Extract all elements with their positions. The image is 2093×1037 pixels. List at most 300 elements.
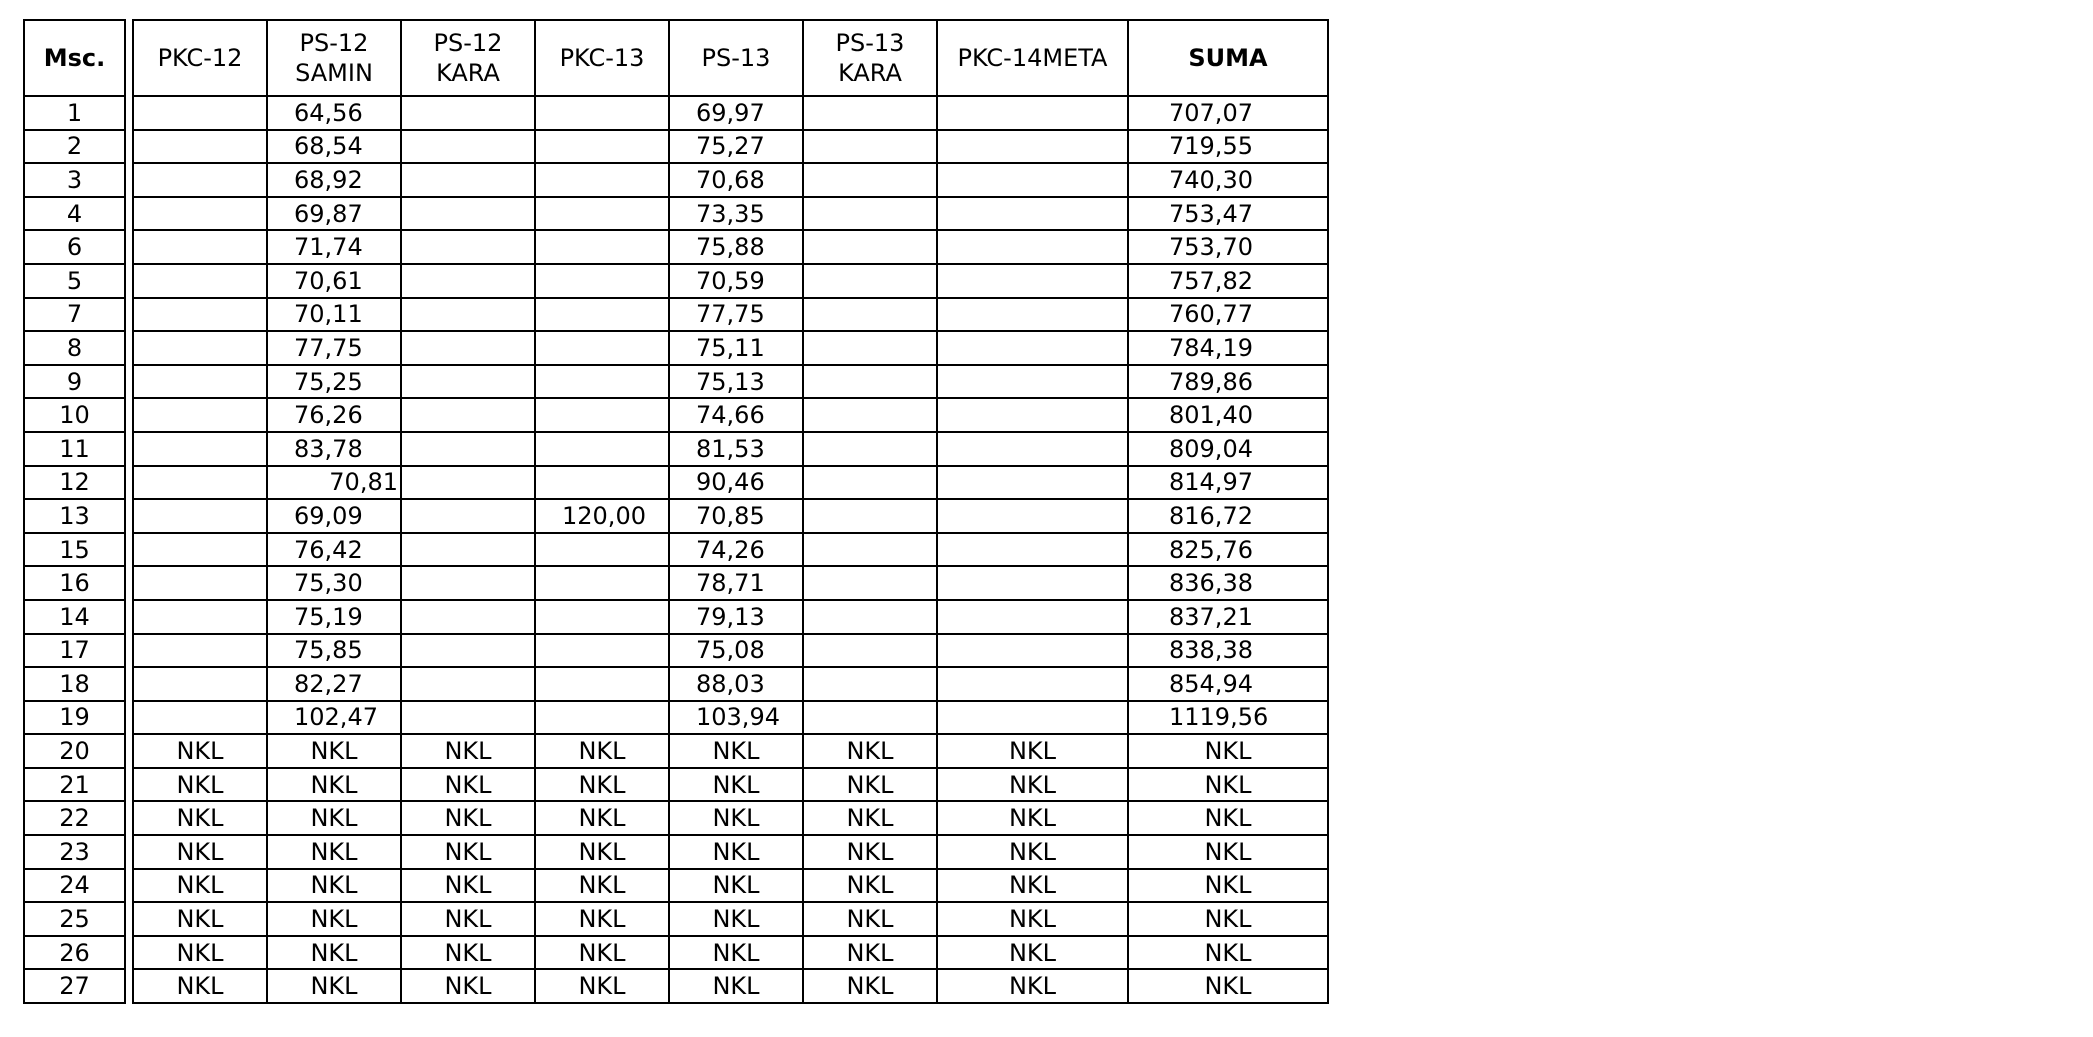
col-header-ps12-kara [401, 20, 535, 96]
ps12-kara-cell [401, 499, 535, 533]
pkc12-cell [133, 600, 267, 634]
suma-cell: 836,38 [1128, 566, 1328, 600]
nkl-cell: NKL [133, 734, 267, 768]
ps13-cell: 78,71 [669, 566, 803, 600]
table-row [24, 969, 125, 1003]
ps13-kara-cell [803, 667, 937, 701]
col-header-pkc12: PKC-12 [133, 20, 267, 96]
pkc13-cell [535, 130, 669, 164]
table-row [133, 331, 1328, 365]
nkl-cell: NKL [267, 969, 401, 1003]
nkl-cell: NKL [669, 869, 803, 903]
pkc13-cell [535, 667, 669, 701]
nkl-cell: NKL [803, 936, 937, 970]
table-row [24, 331, 125, 365]
nkl-cell: NKL [535, 768, 669, 802]
ps12-samin-cell: 77,75 [267, 331, 401, 365]
pkc12-cell [133, 566, 267, 600]
col-header-pkc13: PKC-13 [535, 20, 669, 96]
nkl-cell: NKL [803, 969, 937, 1003]
pkc12-cell [133, 701, 267, 735]
nkl-cell: NKL [1128, 768, 1328, 802]
nkl-cell: NKL [133, 835, 267, 869]
ps12-kara-cell [401, 96, 535, 130]
table-row [24, 701, 125, 735]
ps12-samin-cell: 82,27 [267, 667, 401, 701]
ps13-cell: 74,26 [669, 533, 803, 567]
table-row [24, 667, 125, 701]
ps13-cell: 75,08 [669, 634, 803, 668]
table-row [24, 768, 125, 802]
ps12-samin-cell: 68,92 [267, 163, 401, 197]
pkc13-cell [535, 331, 669, 365]
pkc12-cell [133, 533, 267, 567]
ps13-cell: 70,85 [669, 499, 803, 533]
suma-cell: 719,55 [1128, 130, 1328, 164]
col-header-ps12-kara-label: PS-12 KARA [433, 29, 503, 87]
msc-cell: 8 [24, 331, 125, 365]
pkc13-cell [535, 398, 669, 432]
table-row [24, 163, 125, 197]
ps13-cell: 74,66 [669, 398, 803, 432]
nkl-cell: NKL [133, 768, 267, 802]
pkc13-cell [535, 230, 669, 264]
pkc12-cell [133, 466, 267, 500]
nkl-cell: NKL [535, 801, 669, 835]
msc-cell: 15 [24, 533, 125, 567]
pkc12-cell [133, 667, 267, 701]
suma-cell: 784,19 [1128, 331, 1328, 365]
msc-cell: 6 [24, 230, 125, 264]
nkl-cell: NKL [401, 734, 535, 768]
ps12-samin-cell: 75,30 [267, 566, 401, 600]
pkc13-cell [535, 634, 669, 668]
pkc12-cell [133, 499, 267, 533]
msc-cell: 7 [24, 298, 125, 332]
nkl-cell: NKL [937, 902, 1128, 936]
ps12-kara-cell [401, 130, 535, 164]
pkc14meta-cell [937, 365, 1128, 399]
msc-cell: 17 [24, 634, 125, 668]
table-row [24, 365, 125, 399]
suma-cell: 740,30 [1128, 163, 1328, 197]
table-row [133, 365, 1328, 399]
suma-cell: 753,70 [1128, 230, 1328, 264]
ps13-kara-cell [803, 130, 937, 164]
pkc14meta-cell [937, 566, 1128, 600]
pkc14meta-cell [937, 701, 1128, 735]
ps12-kara-cell [401, 331, 535, 365]
pkc12-cell [133, 230, 267, 264]
ps13-cell: 73,35 [669, 197, 803, 231]
pkc12-cell [133, 398, 267, 432]
pkc13-cell [535, 163, 669, 197]
col-header-suma: SUMA [1128, 20, 1328, 96]
msc-cell: 19 [24, 701, 125, 735]
ps13-kara-cell [803, 197, 937, 231]
ps12-samin-cell: 76,42 [267, 533, 401, 567]
pkc14meta-cell [937, 634, 1128, 668]
ps13-cell: 70,68 [669, 163, 803, 197]
pkc13-cell [535, 298, 669, 332]
nkl-cell: NKL [1128, 835, 1328, 869]
ps12-samin-cell: 70,11 [267, 298, 401, 332]
nkl-cell: NKL [401, 902, 535, 936]
msc-cell: 9 [24, 365, 125, 399]
table-row [133, 734, 1328, 768]
msc-cell: 2 [24, 130, 125, 164]
ps12-samin-cell: 64,56 [267, 96, 401, 130]
table-row [133, 130, 1328, 164]
table-row [133, 499, 1328, 533]
nkl-cell: NKL [803, 768, 937, 802]
ps12-kara-cell [401, 701, 535, 735]
msc-cell: 13 [24, 499, 125, 533]
pkc12-cell [133, 96, 267, 130]
ps12-samin-cell: 69,09 [267, 499, 401, 533]
nkl-cell: NKL [669, 768, 803, 802]
nkl-cell: NKL [401, 969, 535, 1003]
nkl-cell: NKL [133, 801, 267, 835]
ps12-kara-cell [401, 667, 535, 701]
pkc14meta-cell [937, 398, 1128, 432]
pkc14meta-cell [937, 432, 1128, 466]
msc-cell: 21 [24, 768, 125, 802]
pkc14meta-cell [937, 163, 1128, 197]
nkl-cell: NKL [401, 936, 535, 970]
msc-cell: 23 [24, 835, 125, 869]
table-row [133, 768, 1328, 802]
nkl-cell: NKL [133, 936, 267, 970]
ps12-kara-cell [401, 197, 535, 231]
pkc13-cell: 120,00 [535, 499, 669, 533]
table-row [24, 197, 125, 231]
nkl-cell: NKL [535, 835, 669, 869]
table-row [133, 298, 1328, 332]
col-header-ps13-kara-label: PS-13 KARA [835, 29, 905, 87]
table-row [24, 835, 125, 869]
msc-cell: 12 [24, 466, 125, 500]
pkc13-cell [535, 96, 669, 130]
ps12-samin-cell: 102,47 [267, 701, 401, 735]
nkl-cell: NKL [937, 869, 1128, 903]
col-header-pkc14meta: PKC-14META [937, 20, 1128, 96]
nkl-cell: NKL [267, 768, 401, 802]
table-row [133, 634, 1328, 668]
nkl-cell: NKL [401, 801, 535, 835]
table-row [24, 466, 125, 500]
ps13-kara-cell [803, 264, 937, 298]
ps12-kara-cell [401, 533, 535, 567]
table-row [24, 566, 125, 600]
table-row [24, 499, 125, 533]
nkl-cell: NKL [1128, 869, 1328, 903]
ps13-kara-cell [803, 331, 937, 365]
pkc12-cell [133, 432, 267, 466]
pkc14meta-cell [937, 331, 1128, 365]
ps13-kara-cell [803, 398, 937, 432]
msc-column-table [23, 19, 126, 1004]
nkl-cell: NKL [1128, 969, 1328, 1003]
nkl-cell: NKL [133, 902, 267, 936]
nkl-cell: NKL [937, 801, 1128, 835]
table-row [133, 600, 1328, 634]
nkl-cell: NKL [937, 734, 1128, 768]
nkl-cell: NKL [267, 801, 401, 835]
pkc14meta-cell [937, 197, 1128, 231]
table-row [133, 701, 1328, 735]
table-row [133, 230, 1328, 264]
ps13-kara-cell [803, 96, 937, 130]
table-row [24, 432, 125, 466]
table-row [133, 197, 1328, 231]
table-row [133, 96, 1328, 130]
table-row [24, 230, 125, 264]
ps12-samin-cell: 75,19 [267, 600, 401, 634]
ps12-samin-cell: 71,74 [267, 230, 401, 264]
table-row [133, 667, 1328, 701]
msc-cell: 25 [24, 902, 125, 936]
pkc13-cell [535, 197, 669, 231]
ps12-kara-cell [401, 298, 535, 332]
nkl-cell: NKL [803, 734, 937, 768]
ps12-kara-cell [401, 566, 535, 600]
nkl-cell: NKL [669, 902, 803, 936]
ps13-cell: 70,59 [669, 264, 803, 298]
table-row [24, 734, 125, 768]
col-header-ps13: PS-13 [669, 20, 803, 96]
pkc12-cell [133, 298, 267, 332]
ps12-kara-cell [401, 634, 535, 668]
nkl-cell: NKL [133, 969, 267, 1003]
table-row [24, 264, 125, 298]
nkl-cell: NKL [535, 902, 669, 936]
ps12-samin-cell: 76,26 [267, 398, 401, 432]
nkl-cell: NKL [937, 768, 1128, 802]
msc-cell: 11 [24, 432, 125, 466]
pkc13-cell [535, 432, 669, 466]
table-row [24, 298, 125, 332]
suma-cell: 816,72 [1128, 499, 1328, 533]
ps12-kara-cell [401, 432, 535, 466]
table-row [133, 566, 1328, 600]
results-table [132, 19, 1329, 1004]
nkl-cell: NKL [669, 801, 803, 835]
pkc14meta-cell [937, 499, 1128, 533]
table-row [24, 634, 125, 668]
table-row [133, 264, 1328, 298]
nkl-cell: NKL [535, 869, 669, 903]
msc-cell: 1 [24, 96, 125, 130]
ps13-kara-cell [803, 566, 937, 600]
nkl-cell: NKL [1128, 902, 1328, 936]
ps12-samin-cell: 70,61 [267, 264, 401, 298]
suma-cell: 760,77 [1128, 298, 1328, 332]
ps13-kara-cell [803, 701, 937, 735]
table-row [24, 869, 125, 903]
ps12-kara-cell [401, 466, 535, 500]
pkc12-cell [133, 197, 267, 231]
table-row [24, 533, 125, 567]
ps12-samin-cell: 68,54 [267, 130, 401, 164]
nkl-cell: NKL [267, 734, 401, 768]
pkc13-cell [535, 533, 669, 567]
table-row [24, 600, 125, 634]
pkc12-cell [133, 634, 267, 668]
nkl-cell: NKL [535, 936, 669, 970]
nkl-cell: NKL [937, 969, 1128, 1003]
nkl-cell: NKL [1128, 801, 1328, 835]
pkc14meta-cell [937, 230, 1128, 264]
nkl-cell: NKL [401, 768, 535, 802]
msc-cell: 27 [24, 969, 125, 1003]
ps13-cell: 75,13 [669, 365, 803, 399]
pkc13-cell [535, 466, 669, 500]
table-row [24, 801, 125, 835]
nkl-cell: NKL [401, 869, 535, 903]
suma-cell: 753,47 [1128, 197, 1328, 231]
table-row [133, 801, 1328, 835]
ps13-kara-cell [803, 499, 937, 533]
ps12-kara-cell [401, 365, 535, 399]
ps13-kara-cell [803, 533, 937, 567]
suma-cell: 789,86 [1128, 365, 1328, 399]
ps13-kara-cell [803, 634, 937, 668]
ps13-cell: 103,94 [669, 701, 803, 735]
msc-cell: 5 [24, 264, 125, 298]
table-row [133, 902, 1328, 936]
msc-cell: 20 [24, 734, 125, 768]
ps12-samin-cell: 69,87 [267, 197, 401, 231]
ps13-kara-cell [803, 365, 937, 399]
msc-cell: 18 [24, 667, 125, 701]
ps12-samin-cell: 70,81 [267, 466, 401, 500]
ps13-kara-cell [803, 466, 937, 500]
msc-cell: 16 [24, 566, 125, 600]
ps13-kara-cell [803, 230, 937, 264]
nkl-cell: NKL [1128, 936, 1328, 970]
msc-header: Msc. [24, 20, 125, 96]
suma-cell: 707,07 [1128, 96, 1328, 130]
table-row [133, 869, 1328, 903]
nkl-cell: NKL [669, 734, 803, 768]
suma-cell: 854,94 [1128, 667, 1328, 701]
nkl-cell: NKL [669, 969, 803, 1003]
table-row [133, 432, 1328, 466]
msc-cell: 22 [24, 801, 125, 835]
suma-cell: 838,38 [1128, 634, 1328, 668]
suma-cell: 757,82 [1128, 264, 1328, 298]
nkl-cell: NKL [937, 835, 1128, 869]
ps13-cell: 75,88 [669, 230, 803, 264]
nkl-cell: NKL [267, 936, 401, 970]
pkc14meta-cell [937, 667, 1128, 701]
table-row [133, 398, 1328, 432]
suma-cell: 825,76 [1128, 533, 1328, 567]
pkc14meta-cell [937, 264, 1128, 298]
nkl-cell: NKL [267, 869, 401, 903]
nkl-cell: NKL [803, 902, 937, 936]
table-row [133, 466, 1328, 500]
ps12-kara-cell [401, 163, 535, 197]
ps12-samin-cell: 75,85 [267, 634, 401, 668]
pkc13-cell [535, 264, 669, 298]
nkl-cell: NKL [267, 902, 401, 936]
ps13-cell: 90,46 [669, 466, 803, 500]
ps13-cell: 81,53 [669, 432, 803, 466]
nkl-cell: NKL [669, 936, 803, 970]
col-header-ps12-samin-label: PS-12 SAMIN [295, 29, 373, 87]
table-row [24, 96, 125, 130]
pkc12-cell [133, 163, 267, 197]
ps13-cell: 79,13 [669, 600, 803, 634]
nkl-cell: NKL [133, 869, 267, 903]
table-row [133, 533, 1328, 567]
pkc12-cell [133, 264, 267, 298]
ps13-cell: 77,75 [669, 298, 803, 332]
suma-cell: 809,04 [1128, 432, 1328, 466]
nkl-cell: NKL [267, 835, 401, 869]
pkc13-cell [535, 600, 669, 634]
msc-cell: 4 [24, 197, 125, 231]
ps12-kara-cell [401, 398, 535, 432]
pkc14meta-cell [937, 96, 1128, 130]
suma-cell: 801,40 [1128, 398, 1328, 432]
pkc12-cell [133, 331, 267, 365]
pkc12-cell [133, 130, 267, 164]
table-row [133, 163, 1328, 197]
ps12-kara-cell [401, 264, 535, 298]
nkl-cell: NKL [803, 869, 937, 903]
table-row [24, 130, 125, 164]
pkc13-cell [535, 701, 669, 735]
ps13-cell: 75,27 [669, 130, 803, 164]
msc-cell: 24 [24, 869, 125, 903]
ps13-cell: 69,97 [669, 96, 803, 130]
ps12-kara-cell [401, 600, 535, 634]
ps13-kara-cell [803, 600, 937, 634]
pkc14meta-cell [937, 533, 1128, 567]
ps13-cell: 88,03 [669, 667, 803, 701]
ps12-samin-cell: 75,25 [267, 365, 401, 399]
suma-cell: 814,97 [1128, 466, 1328, 500]
ps13-cell: 75,11 [669, 331, 803, 365]
col-header-ps12-samin [267, 20, 401, 96]
msc-cell: 26 [24, 936, 125, 970]
col-header-ps13-kara [803, 20, 937, 96]
msc-cell: 10 [24, 398, 125, 432]
msc-cell: 14 [24, 600, 125, 634]
pkc14meta-cell [937, 600, 1128, 634]
nkl-cell: NKL [803, 801, 937, 835]
pkc14meta-cell [937, 298, 1128, 332]
suma-cell: 1119,56 [1128, 701, 1328, 735]
pkc13-cell [535, 365, 669, 399]
nkl-cell: NKL [1128, 734, 1328, 768]
pkc14meta-cell [937, 130, 1128, 164]
nkl-cell: NKL [401, 835, 535, 869]
nkl-cell: NKL [937, 936, 1128, 970]
table-row [133, 936, 1328, 970]
ps13-kara-cell [803, 163, 937, 197]
nkl-cell: NKL [803, 835, 937, 869]
suma-cell: 837,21 [1128, 600, 1328, 634]
ps12-samin-cell: 83,78 [267, 432, 401, 466]
pkc14meta-cell [937, 466, 1128, 500]
ps13-kara-cell [803, 432, 937, 466]
msc-cell: 3 [24, 163, 125, 197]
nkl-cell: NKL [535, 969, 669, 1003]
